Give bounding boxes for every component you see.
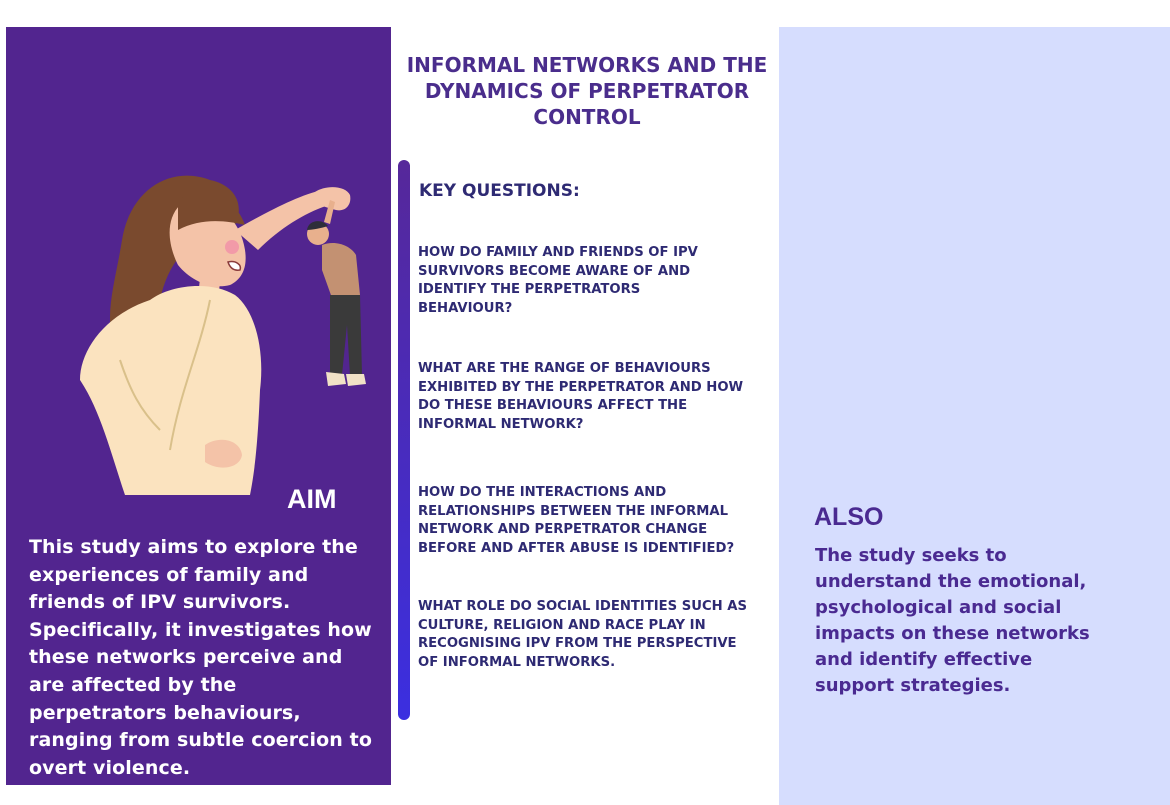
aim-heading: AIM (287, 484, 337, 514)
key-question-3: HOW DO THE INTERACTIONS AND RELATIONSHIPS BETWEEN THE INFORMAL NETWORK AND PERPETRATOR CHANGE BEFORE AND AFTER ABUSE IS IDENTIFIED? (418, 485, 735, 556)
key-question-4: WHAT ROLE DO SOCIAL IDENTITIES SUCH AS CULTURE, RELIGION AND RACE PLAY IN RECOGNISING IPV FROM THE PERSPECTIVE OF INFORMAL NETWORKS. (418, 599, 747, 670)
key-questions-heading: KEY QUESTIONS: (419, 181, 580, 201)
woman-holding-man-illustration (60, 150, 370, 500)
aim-body: This study aims to explore the experiences of family and friends of IPV survivors. Specifically, it investigates how these networks perceive and are affected by the perpetrators behaviours, ranging from subtle coercion to overt violence. (29, 536, 372, 779)
also-heading: ALSO (814, 503, 884, 531)
key-question-1: HOW DO FAMILY AND FRIENDS OF IPV SURVIVORS BECOME AWARE OF AND IDENTIFY THE PERPETRATORS BEHAVIOUR? (418, 245, 698, 316)
also-body: The study seeks to understand the emotional, psychological and social impacts on these networks and identify effective support strategies. (815, 545, 1090, 696)
vertical-divider (398, 160, 410, 720)
key-question-2: WHAT ARE THE RANGE OF BEHAVIOURS EXHIBITED BY THE PERPETRATOR AND HOW DO THESE BEHAVIOURS AFFECT THE INFORMAL NETWORK? (418, 361, 744, 432)
page-title: INFORMAL NETWORKS AND THE DYNAMICS OF PERPETRATOR CONTROL (406, 53, 768, 129)
